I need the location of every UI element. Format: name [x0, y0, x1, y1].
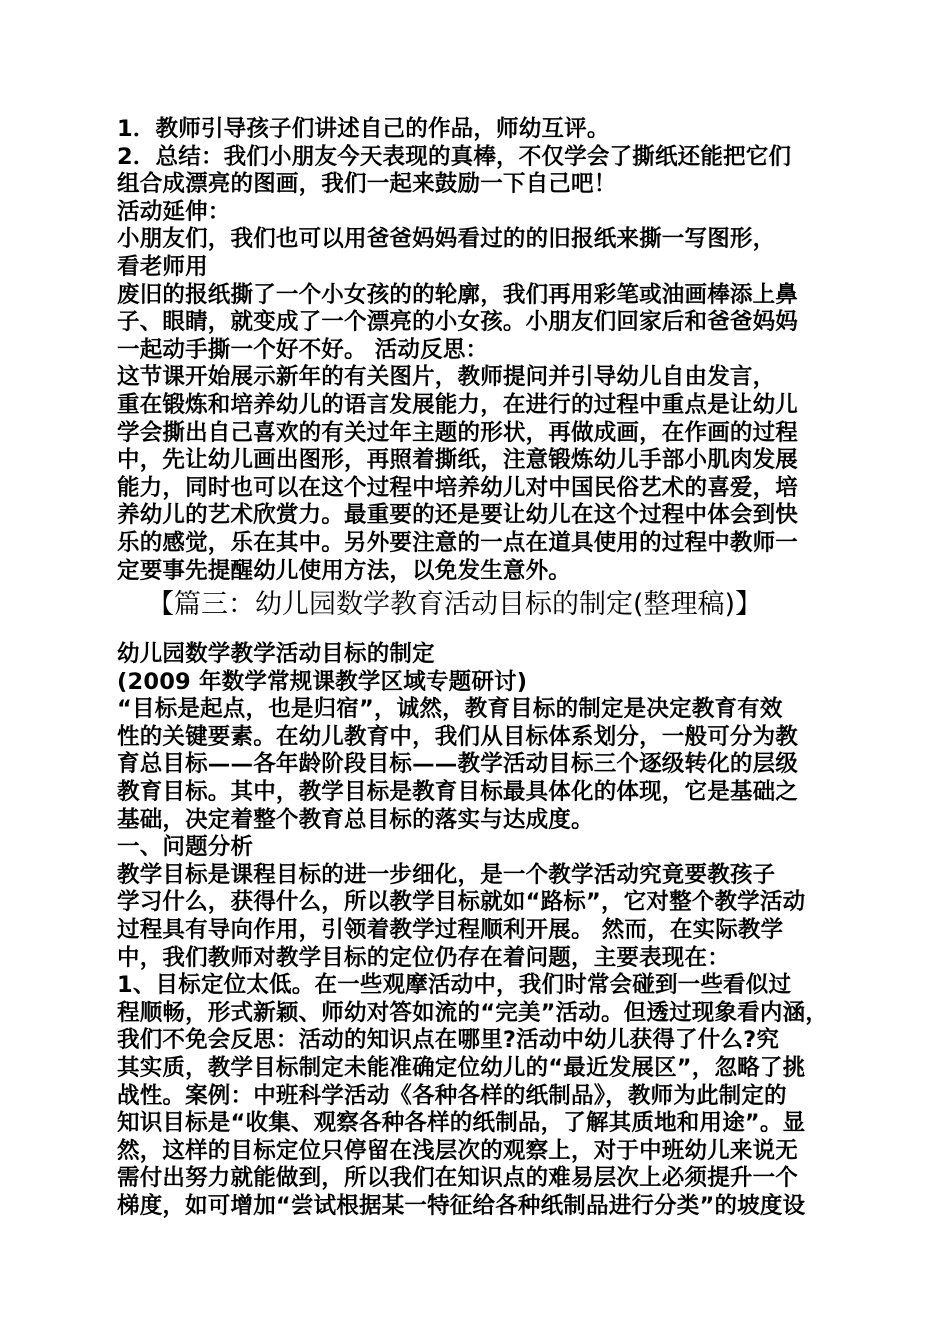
text-line: 教学目标是课程目标的进一步细化，是一个教学活动究竟要教孩子 [117, 861, 776, 888]
text-line: (2009 年数学常规课教学区域专题研讨) [117, 668, 528, 695]
text-line: 幼儿园数学教学活动目标的制定 [117, 641, 435, 668]
text-line: 养幼儿的艺术欣赏力。最重要的还是要让幼儿在这个过程中体会到快 [117, 502, 799, 529]
text-line: “目标是起点，也是归宿”，诚然，教育目标的制定是决定教育有效 [117, 696, 783, 723]
text-line: 基础，决定着整个教育总目标的落实与达成度。 [117, 806, 594, 833]
text-line: 中，我们教师对教学目标的定位仍存在着问题，主要表现在： [117, 944, 730, 971]
text-line: 一起动手撕一个好不好。 活动反思： [117, 336, 489, 363]
text-line: 2．总结：我们小朋友今天表现的真棒，不仅学会了撕纸还能把它们 [117, 143, 792, 170]
text-line: 程顺畅，形式新颖、师幼对答如流的“完美”活动。但透过现象看内涵， [117, 999, 828, 1026]
text-line: 我们不免会反思：活动的知识点在哪里?活动中幼儿获得了什么?究 [117, 1027, 780, 1054]
text-line: 组合成漂亮的图画，我们一起来鼓励一下自己吧！ [117, 171, 617, 198]
section-2-text [117, 641, 837, 1220]
text-line: 这节课开始展示新年的有关图片，教师提问并引导幼儿自由发言， [117, 364, 776, 391]
text-line: 性的关键要素。在幼儿教育中，我们从目标体系划分，一般可分为教 [117, 723, 799, 750]
text-line: 1．教师引导孩子们讲述自己的作品，师幼互评。 [117, 116, 610, 142]
text-line: 教育目标。其中，教学目标是教育目标最具体化的体现，它是基础之 [117, 779, 799, 806]
text-line: 看老师用 [117, 253, 208, 280]
text-line: 一、问题分析 [117, 834, 254, 861]
text-line: 定要事先提醒幼儿使用方法，以免发生意外。 [117, 557, 572, 584]
text-line: 学会撕出自己喜欢的有关过年主题的形状，再做成画，在作画的过程 [117, 419, 799, 446]
text-line: 子、眼睛，就变成了一个漂亮的小女孩。小朋友们回家后和爸爸妈妈 [117, 309, 799, 336]
text-line: 中，先让幼儿画出图形，再照着撕纸，注意锻炼幼儿手部小肌肉发展 [117, 447, 799, 474]
text-line: 梯度，如可增加“尝试根据某一特征给各种纸制品进行分类”的坡度设 [117, 1192, 806, 1219]
text-line: 小朋友们，我们也可以用爸爸妈妈看过的的旧报纸来撕一写图形， [117, 226, 776, 253]
text-line: 知识目标是“收集、观察各种各样的纸制品，了解其质地和用途”。显 [117, 1110, 806, 1137]
section-heading: 【篇三：幼儿园数学教育活动目标的制定(整理稿)】 [147, 589, 763, 621]
text-line: 乐的感觉，乐在其中。另外要注意的一点在道具使用的过程中教师一 [117, 529, 799, 556]
section-1-text [117, 116, 837, 585]
text-line: 需付出努力就能做到，所以我们在知识点的难易层次上必须提升一个 [117, 1165, 799, 1192]
spacer [117, 623, 837, 641]
text-line: 能力，同时也可以在这个过程中培养幼儿对中国民俗艺术的喜爱，培 [117, 474, 799, 501]
text-line: 重在锻炼和培养幼儿的语言发展能力，在进行的过程中重点是让幼儿 [117, 391, 799, 418]
text-line: 学习什么，获得什么，所以教学目标就如“路标”，它对整个教学活动 [117, 889, 806, 916]
text-line: 战性。案例：中班科学活动《各种各样的纸制品》，教师为此制定的 [117, 1082, 787, 1109]
text-line: 过程具有导向作用，引领着教学过程顺利开展。 然而，在实际教学 [117, 917, 784, 944]
document-page [117, 116, 837, 1221]
text-line: 然，这样的目标定位只停留在浅层次的观察上，对于中班幼儿来说无 [117, 1137, 799, 1164]
text-line: 其实质，教学目标制定未能准确定位幼儿的“最近发展区”，忽略了挑 [117, 1055, 806, 1081]
text-line: 1、目标定位太低。在一些观摩活动中，我们时常会碰到一些看似过 [117, 972, 792, 999]
text-line: 废旧的报纸撕了一个小女孩的的轮廓，我们再用彩笔或油画棒添上鼻 [117, 281, 799, 308]
text-line: 活动延伸： [117, 198, 231, 225]
text-line: 育总目标——各年龄阶段目标——教学活动目标三个逐级转化的层级 [117, 751, 799, 778]
